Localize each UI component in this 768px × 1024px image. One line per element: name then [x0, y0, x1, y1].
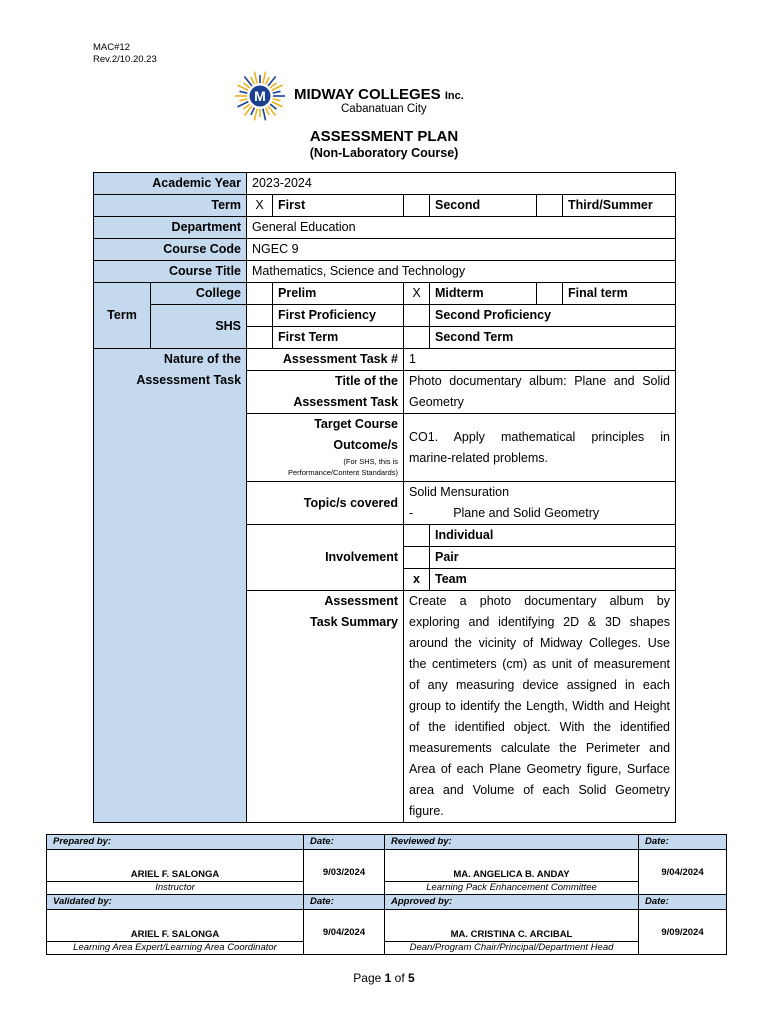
department-label: Department	[94, 217, 247, 239]
approved-date: 9/09/2024	[639, 910, 727, 955]
nature-label-line-2: Assessment Task	[136, 373, 242, 387]
second-proficiency-checkbox[interactable]	[404, 305, 430, 327]
prepared-by-label: Prepared by:	[47, 835, 304, 850]
college-label: College	[151, 283, 247, 305]
course-code-label: Course Code	[94, 239, 247, 261]
footer-page-total: 5	[408, 971, 415, 985]
summary-label-line-2: Task Summary	[310, 615, 399, 629]
academic-year-value: 2023-2024	[247, 173, 676, 195]
org-city: Cabanatuan City	[341, 103, 427, 115]
department-value: General Education	[247, 217, 676, 239]
second-proficiency-label: Second Proficiency	[430, 305, 676, 327]
first-term-label: First Term	[273, 327, 404, 349]
approved-date-label: Date:	[639, 895, 727, 910]
signature-table	[46, 834, 727, 955]
reviewed-by-role: Learning Pack Enhancement Committee	[385, 882, 639, 895]
prepared-by-role: Instructor	[47, 882, 304, 895]
outcome-label-line-2: Outcome/s	[333, 438, 399, 452]
topics-label: Topic/s covered	[247, 482, 404, 525]
reviewed-date-label: Date:	[639, 835, 727, 850]
topic-bullet: -	[409, 506, 414, 520]
topic-line-1: Solid Mensuration	[409, 485, 510, 499]
nature-of-assessment-label	[94, 349, 247, 823]
course-title-label: Course Title	[94, 261, 247, 283]
term-third-checkbox[interactable]	[537, 195, 563, 217]
footer-page-number: 1	[384, 971, 392, 985]
page-footer	[0, 971, 768, 985]
outcome-line-1: CO1. Apply mathematical principles in	[409, 429, 671, 444]
individual-label: Individual	[430, 525, 676, 547]
topics-value	[404, 482, 676, 525]
term-first-label: First	[273, 195, 404, 217]
task-title-label	[247, 371, 404, 414]
validated-date: 9/04/2024	[304, 910, 385, 955]
svg-text:M: M	[254, 88, 266, 104]
prepared-date-label: Date:	[304, 835, 385, 850]
task-number-value: 1	[404, 349, 676, 371]
approved-by-role: Dean/Program Chair/Principal/Department Head	[385, 942, 639, 955]
task-title-line-1: Photo documentary album: Plane and Solid	[409, 374, 671, 388]
signature-header-row-1	[47, 835, 727, 850]
task-title-line-2: Geometry	[409, 395, 464, 409]
topic-line-2	[409, 503, 670, 524]
team-checkbox[interactable]: x	[404, 569, 430, 591]
second-term-label: Second Term	[430, 327, 676, 349]
reviewed-by-label: Reviewed by:	[385, 835, 639, 850]
term-second-checkbox[interactable]	[404, 195, 430, 217]
footer-of-word: of	[394, 971, 405, 985]
sunburst-m-logo-icon	[234, 70, 286, 122]
involvement-label: Involvement	[247, 525, 404, 591]
signature-role-row-1	[47, 882, 727, 895]
team-label: Team	[430, 569, 676, 591]
course-code-value: NGEC 9	[247, 239, 676, 261]
term-row	[94, 195, 676, 217]
org-suffix: Inc.	[444, 90, 464, 102]
first-term-checkbox[interactable]	[247, 327, 273, 349]
first-proficiency-label: First Proficiency	[273, 305, 404, 327]
target-outcome-value	[404, 414, 676, 482]
validated-date-label: Date:	[304, 895, 385, 910]
prelim-label: Prelim	[273, 283, 404, 305]
task-title-label-line-2: Assessment Task	[293, 395, 399, 409]
task-summary-value: Create a photo documentary album by exploring and identifying 2D & 3D shapes around the vicinity of Midway Colleges. Use the centimeters (cm) as unit of measurement of any measuring device assigned in each group to identify the Length, Width and Height of the identified object. With the identified measurements calculate the Perimeter and Area of each Plane Geometry figure, Surface area and Volume of each Solid Geometry figure.	[404, 591, 676, 823]
individual-checkbox[interactable]	[404, 525, 430, 547]
outcome-line-2: marine-related problems.	[409, 450, 548, 465]
task-number-label: Assessment Task #	[247, 349, 404, 371]
academic-year-row	[94, 173, 676, 195]
document-title: ASSESSMENT PLAN	[309, 128, 459, 145]
prepared-date: 9/03/2024	[304, 850, 385, 895]
shs-label: SHS	[151, 305, 247, 349]
course-title-value: Mathematics, Science and Technology	[247, 261, 676, 283]
final-term-checkbox[interactable]	[537, 283, 563, 305]
validated-by-role: Learning Area Expert/Learning Area Coordinator	[47, 942, 304, 955]
midterm-checkbox[interactable]: X	[404, 283, 430, 305]
midterm-label: Midterm	[430, 283, 537, 305]
target-outcome-label	[247, 414, 404, 482]
task-number-row	[94, 349, 676, 371]
term-third-label: Third/Summer	[563, 195, 676, 217]
prelim-checkbox[interactable]	[247, 283, 273, 305]
footer-page-word: Page	[353, 971, 382, 985]
final-term-label: Final term	[563, 283, 676, 305]
approved-by-label: Approved by:	[385, 895, 639, 910]
summary-label-line-1: Assessment	[324, 594, 399, 608]
org-name	[294, 86, 464, 103]
assessment-plan-table	[93, 172, 676, 823]
reviewed-by-name: MA. ANGELICA B. ANDAY	[385, 850, 639, 882]
term-group-label: Term	[94, 283, 151, 349]
first-proficiency-checkbox[interactable]	[247, 305, 273, 327]
task-title-label-line-1: Title of the	[335, 374, 399, 388]
doc-revision: Rev.2/10.20.23	[93, 54, 157, 65]
outcome-note-line-2: Performance/Content Standards)	[287, 468, 399, 477]
course-code-row	[94, 239, 676, 261]
signature-name-row-2	[47, 910, 727, 942]
academic-year-label: Academic Year	[94, 173, 247, 195]
pair-checkbox[interactable]	[404, 547, 430, 569]
outcome-label-line-1: Target Course	[314, 417, 399, 431]
college-term-row	[94, 283, 676, 305]
doc-code: MAC#12	[93, 42, 130, 53]
term-label: Term	[94, 195, 247, 217]
task-summary-label	[247, 591, 404, 823]
prepared-by-name: ARIEL F. SALONGA	[47, 850, 304, 882]
topic-2-text: Plane and Solid Geometry	[453, 506, 600, 520]
shs-proficiency-row	[94, 305, 676, 327]
org-name-text: MIDWAY COLLEGES	[294, 86, 441, 103]
outcome-note-line-1: (For SHS, this is	[343, 457, 399, 466]
validated-by-name: ARIEL F. SALONGA	[47, 910, 304, 942]
document-subtitle: (Non-Laboratory Course)	[309, 146, 459, 160]
validated-by-label: Validated by:	[47, 895, 304, 910]
signature-name-row-1	[47, 850, 727, 882]
signature-role-row-2	[47, 942, 727, 955]
second-term-checkbox[interactable]	[404, 327, 430, 349]
department-row	[94, 217, 676, 239]
pair-label: Pair	[430, 547, 676, 569]
term-second-label: Second	[430, 195, 537, 217]
nature-label-line-1: Nature of the	[163, 352, 242, 366]
signature-header-row-2	[47, 895, 727, 910]
term-first-checkbox[interactable]: X	[247, 195, 273, 217]
approved-by-name: MA. CRISTINA C. ARCIBAL	[385, 910, 639, 942]
task-title-value	[404, 371, 676, 414]
course-title-row	[94, 261, 676, 283]
reviewed-date: 9/04/2024	[639, 850, 727, 895]
